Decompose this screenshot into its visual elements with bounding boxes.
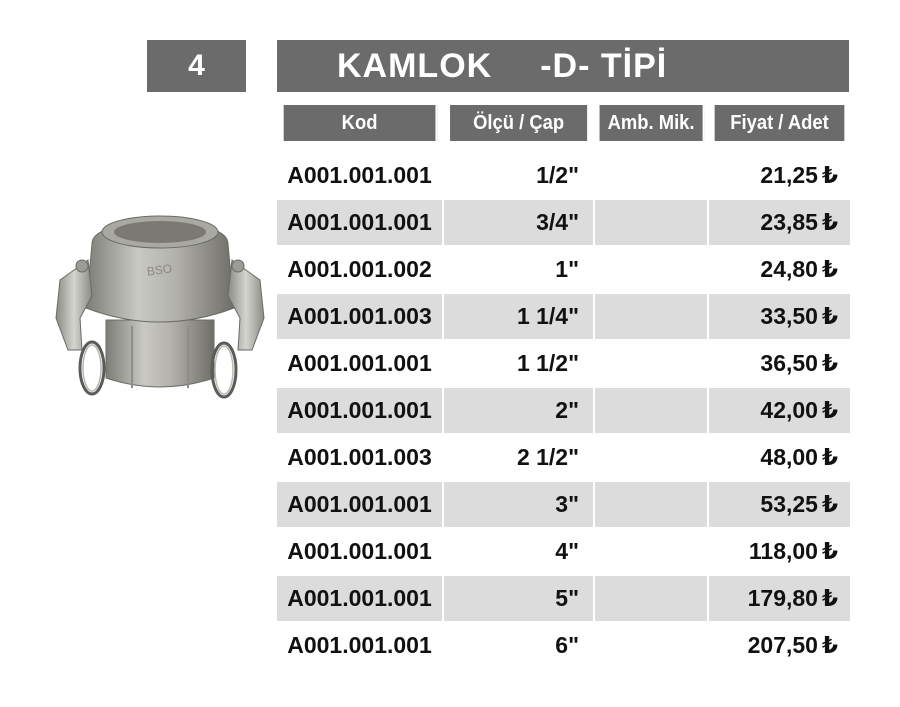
cell-olcu: 5" (444, 576, 595, 623)
price-value: 53,25 (760, 491, 818, 517)
column-header-amb: Amb. Mik. (600, 105, 705, 141)
cell-olcu: 6" (444, 623, 595, 670)
cell-kod: A001.001.001 (277, 341, 444, 388)
cell-amb (595, 247, 709, 294)
price-value: 118,00 (748, 538, 818, 564)
price-table (277, 105, 850, 670)
table-row (277, 576, 850, 623)
cell-amb (595, 576, 709, 623)
cell-fiyat (709, 623, 850, 670)
cell-amb (595, 482, 709, 529)
currency-symbol: ₺ (821, 350, 838, 376)
cell-amb (595, 435, 709, 482)
currency-symbol: ₺ (821, 585, 838, 611)
cell-kod: A001.001.003 (277, 294, 444, 341)
cell-fiyat (709, 388, 850, 435)
cell-fiyat (709, 482, 850, 529)
cell-kod: A001.001.002 (277, 247, 444, 294)
table-row (277, 200, 850, 247)
price-value: 23,85 (760, 209, 818, 235)
title-bar (277, 40, 849, 92)
currency-symbol: ₺ (821, 397, 838, 423)
cell-olcu: 1/2" (444, 153, 595, 200)
price-value: 179,80 (747, 585, 818, 611)
price-value: 24,80 (760, 256, 818, 282)
cell-fiyat (709, 576, 850, 623)
cell-fiyat (709, 529, 850, 576)
price-value: 48,00 (760, 444, 818, 470)
price-value: 36,50 (760, 350, 818, 376)
currency-symbol: ₺ (821, 444, 838, 470)
page-number: 4 (188, 49, 205, 82)
cell-olcu: 3/4" (444, 200, 595, 247)
title-type: -D- TİPİ (540, 46, 668, 85)
cell-amb (595, 200, 709, 247)
cell-fiyat (709, 294, 850, 341)
currency-symbol: ₺ (821, 632, 838, 658)
cell-kod: A001.001.001 (277, 200, 444, 247)
table-header-row (277, 105, 850, 141)
currency-symbol: ₺ (821, 491, 838, 517)
cell-amb (595, 294, 709, 341)
cell-kod: A001.001.001 (277, 576, 444, 623)
cell-amb (595, 388, 709, 435)
table-row (277, 341, 850, 388)
cell-fiyat (709, 341, 850, 388)
title-main: KAMLOK (337, 46, 493, 85)
column-header-olcu: Ölçü / Çap (450, 105, 589, 141)
table-row (277, 435, 850, 482)
table-spacer (277, 141, 850, 153)
cell-kod: A001.001.001 (277, 388, 444, 435)
cell-fiyat (709, 435, 850, 482)
cell-kod: A001.001.003 (277, 435, 444, 482)
cell-kod: A001.001.001 (277, 153, 444, 200)
table-row (277, 247, 850, 294)
page-number-badge (147, 40, 246, 92)
cell-amb (595, 529, 709, 576)
table-row (277, 482, 850, 529)
cell-fiyat (709, 247, 850, 294)
price-value: 42,00 (760, 397, 818, 423)
cell-olcu: 1 1/2" (444, 341, 595, 388)
price-value: 33,50 (760, 303, 818, 329)
column-header-fiyat: Fiyat / Adet (715, 105, 845, 141)
price-value: 21,25 (760, 162, 818, 188)
cell-olcu: 3" (444, 482, 595, 529)
camlock-coupler-type-d-icon (48, 200, 276, 410)
svg-text:BSO: BSO (145, 261, 173, 279)
currency-symbol: ₺ (821, 303, 838, 329)
currency-symbol: ₺ (821, 538, 838, 564)
cell-fiyat (709, 200, 850, 247)
cell-kod: A001.001.001 (277, 482, 444, 529)
currency-symbol: ₺ (821, 256, 838, 282)
cell-fiyat (709, 153, 850, 200)
table-row (277, 623, 850, 670)
cell-kod: A001.001.001 (277, 529, 444, 576)
table-row (277, 529, 850, 576)
column-header-kod: Kod (284, 105, 438, 141)
cell-amb (595, 153, 709, 200)
cell-olcu: 1" (444, 247, 595, 294)
price-value: 207,50 (747, 632, 818, 658)
cell-kod: A001.001.001 (277, 623, 444, 670)
cell-olcu: 2 1/2" (444, 435, 595, 482)
table-row (277, 388, 850, 435)
cell-olcu: 4" (444, 529, 595, 576)
table-row (277, 153, 850, 200)
currency-symbol: ₺ (821, 209, 838, 235)
cell-amb (595, 623, 709, 670)
cell-olcu: 2" (444, 388, 595, 435)
cell-amb (595, 341, 709, 388)
table-row (277, 294, 850, 341)
currency-symbol: ₺ (821, 162, 838, 188)
cell-olcu: 1 1/4" (444, 294, 595, 341)
